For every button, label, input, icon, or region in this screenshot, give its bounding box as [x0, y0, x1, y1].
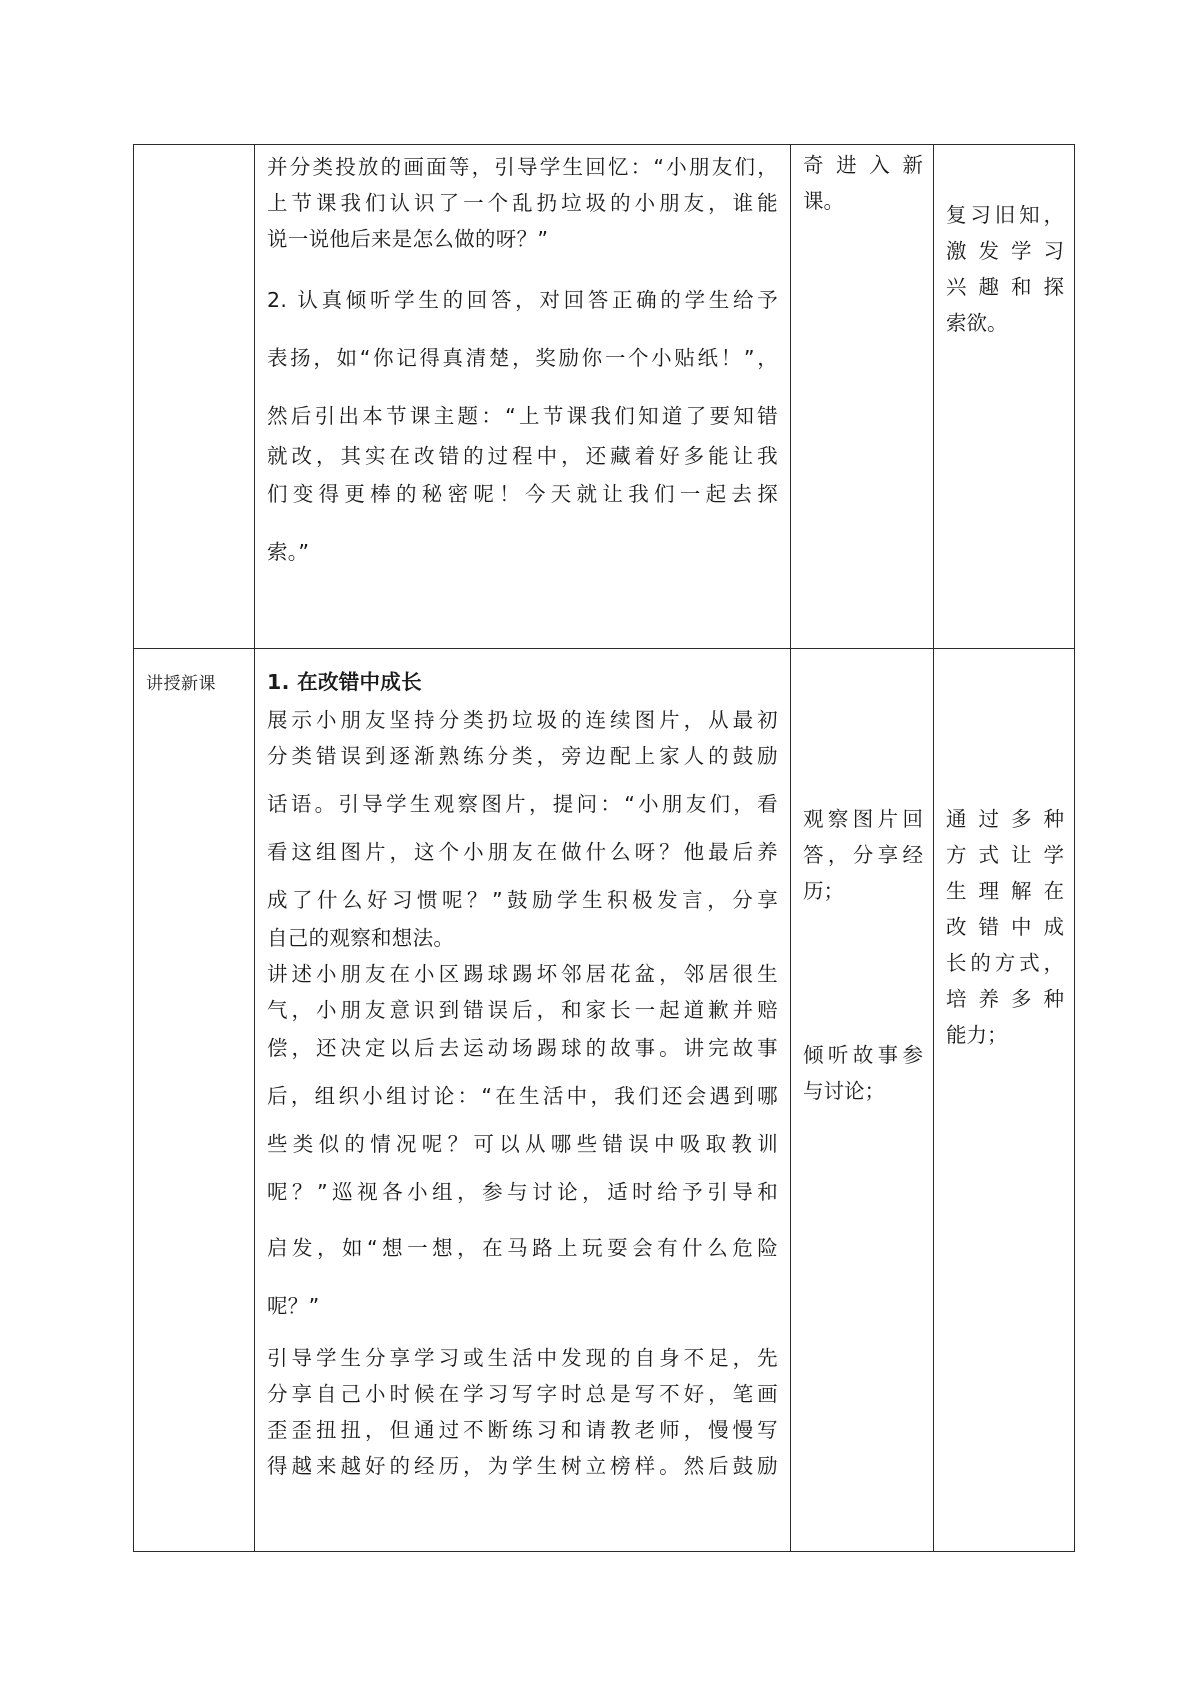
stage-label — [134, 145, 254, 165]
lesson-plan-table — [133, 144, 1075, 1552]
text-line: 上节课我们认识了一个乱扔垃圾的小朋友，谁能 — [267, 191, 778, 215]
text-line: 启发，如“想一想，在马路上玩耍会有什么危险 — [267, 1236, 778, 1260]
text-line: 索。” — [267, 540, 310, 564]
text-line: 兴趣和探 — [946, 275, 1064, 299]
text-line: 生理解在 — [946, 879, 1064, 903]
text-line: 表扬，如“你记得真清楚，奖励你一个小贴纸！”， — [267, 346, 778, 370]
text-line: 改错中成 — [946, 915, 1064, 939]
design-intent-text — [934, 801, 1074, 1053]
text-line: 方式让学 — [946, 843, 1064, 867]
design-intent-cell — [934, 649, 1075, 1552]
text-line: 复习旧知， — [946, 203, 1064, 227]
teacher-activity-cell — [255, 145, 791, 649]
text-line: 分类错误到逐渐熟练分类，旁边配上家人的鼓励 — [267, 744, 778, 768]
text-line: 得越来越好的经历，为学生树立榜样。然后鼓励 — [267, 1454, 778, 1478]
text-line: 答，分享经 — [803, 843, 923, 867]
teacher-activity-cell — [255, 649, 791, 1552]
text-line: 呢？”巡视各小组，参与讨论，适时给予引导和 — [267, 1180, 778, 1204]
student-activity-text — [791, 801, 933, 1109]
text-line: 2. 认真倾听学生的回答，对回答正确的学生给予 — [267, 288, 778, 312]
text-line: 倾听故事参 — [803, 1043, 923, 1067]
design-intent-text — [934, 197, 1074, 341]
text-line: 看这组图片，这个小朋友在做什么呀？他最后养 — [267, 840, 778, 864]
text-line: 就改，其实在改错的过程中，还藏着好多能让我 — [267, 444, 778, 468]
stage-label: 讲授新课 — [146, 674, 216, 694]
text-line: 索欲。 — [946, 311, 1008, 335]
text-line: 成了什么好习惯呢？”鼓励学生积极发言，分享 — [267, 888, 778, 912]
teacher-activity-text — [255, 149, 790, 570]
table-row — [134, 145, 1075, 649]
text-line: 讲述小朋友在小区踢球踢坏邻居花盆，邻居很生 — [267, 962, 778, 986]
student-activity-cell — [791, 649, 934, 1552]
text-line: 些类似的情况呢？可以从哪些错误中吸取教训 — [267, 1132, 778, 1156]
text-line: 说一说他后来是怎么做的呀？” — [267, 227, 549, 251]
student-activity-text — [791, 147, 933, 219]
text-line: 长的方式， — [946, 951, 1064, 975]
stage-cell — [134, 145, 255, 649]
section-heading: 1. 在改错中成长 — [267, 670, 422, 694]
text-line: 歪歪扭扭，但通过不断练习和请教老师，慢慢写 — [267, 1418, 778, 1442]
text-line: 观察图片回 — [803, 807, 923, 831]
text-line: 培养多种 — [946, 987, 1064, 1011]
text-line: 偿，还决定以后去运动场踢球的故事。讲完故事 — [267, 1036, 778, 1060]
text-line: 与讨论； — [803, 1079, 885, 1103]
text-line: 呢？” — [267, 1294, 320, 1318]
text-line: 后，组织小组讨论：“在生活中，我们还会遇到哪 — [267, 1084, 778, 1108]
design-intent-cell — [934, 145, 1075, 649]
text-line: 气，小朋友意识到错误后，和家长一起道歉并赔 — [267, 998, 778, 1022]
table-row — [134, 649, 1075, 1552]
stage-cell — [134, 649, 255, 1552]
teacher-activity-text — [255, 664, 790, 1484]
text-line: 激发学习 — [946, 239, 1064, 263]
text-line: 们变得更棒的秘密呢！今天就让我们一起去探 — [267, 482, 778, 506]
text-line: 引导学生分享学习或生活中发现的自身不足，先 — [267, 1346, 778, 1370]
text-line: 自己的观察和想法。 — [267, 926, 455, 950]
text-line: 话语。引导学生观察图片，提问：“小朋友们，看 — [267, 792, 778, 816]
text-line: 并分类投放的画面等，引导学生回忆：“小朋友们， — [267, 155, 778, 179]
text-line: 分享自己小时候在学习写字时总是写不好，笔画 — [267, 1382, 778, 1406]
text-line: 能力； — [946, 1023, 1008, 1047]
text-line: 然后引出本节课主题：“上节课我们知道了要知错 — [267, 404, 778, 428]
text-line: 通过多种 — [946, 807, 1064, 831]
text-line: 展示小朋友坚持分类扔垃圾的连续图片，从最初 — [267, 708, 778, 732]
student-activity-cell — [791, 145, 934, 649]
text-line: 课。 — [803, 189, 844, 213]
text-line: 历； — [803, 879, 844, 903]
text-line: 奇进入新 — [803, 153, 923, 177]
